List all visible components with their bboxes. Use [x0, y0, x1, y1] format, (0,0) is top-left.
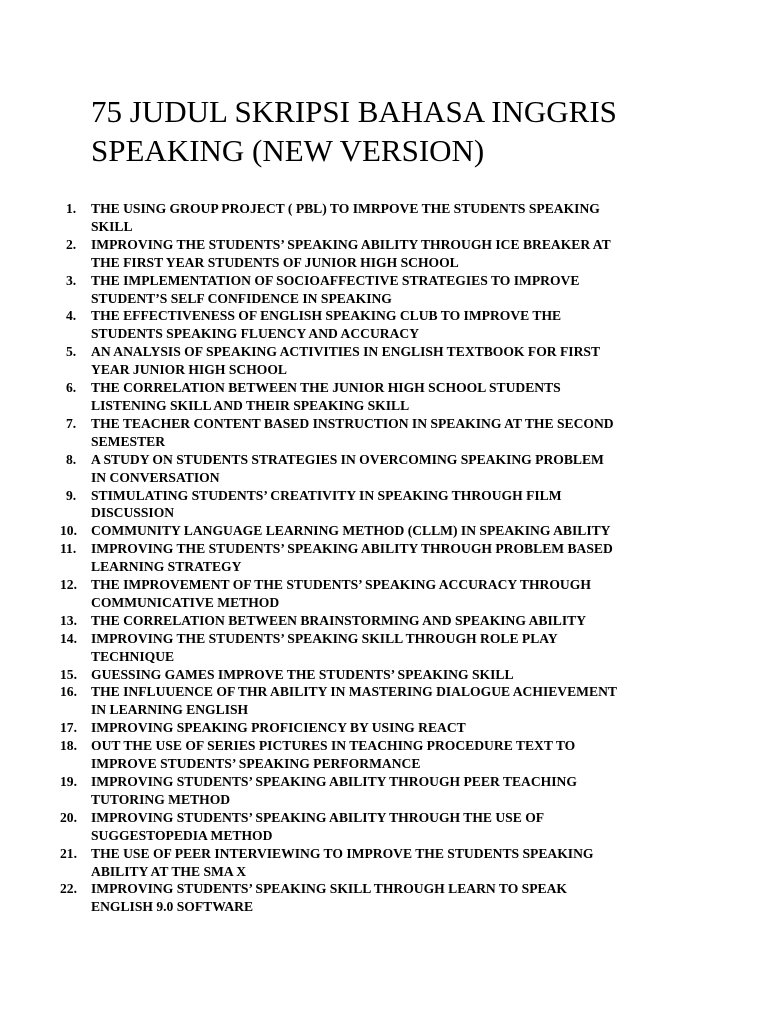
list-item-number: 9. — [66, 487, 77, 503]
list-item-text: TUTORING METHOD — [91, 791, 231, 807]
document-title-line-2: SPEAKING (NEW VERSION) — [91, 133, 485, 168]
list-item-text: AN ANALYSIS OF SPEAKING ACTIVITIES IN ENGLISH TEXTBOOK FOR FIRST — [91, 344, 601, 360]
list-item-text: THE IMPLEMENTATION OF SOCIOAFFECTIVE STRATEGIES TO IMPROVE — [91, 272, 580, 288]
list-item-number: 5. — [66, 344, 77, 360]
list-item-text: SKILL — [91, 218, 133, 234]
list-item-text: ABILITY AT THE SMA X — [91, 863, 247, 879]
list-item-number: 10. — [60, 523, 77, 539]
list-item-text: IMPROVING STUDENTS’ SPEAKING SKILL THROUGH LEARN TO SPEAK — [91, 881, 568, 897]
list-item-number: 17. — [60, 720, 77, 736]
list-item-text: IMPROVING THE STUDENTS’ SPEAKING SKILL THROUGH ROLE PLAY — [91, 630, 558, 646]
list-item — [60, 773, 700, 809]
list-item — [60, 522, 700, 540]
list-item-text: IMPROVING THE STUDENTS’ SPEAKING ABILITY THROUGH PROBLEM BASED — [91, 541, 613, 557]
list-item — [60, 719, 700, 737]
list-item-text: STUDENT’S SELF CONFIDENCE IN SPEAKING — [91, 290, 392, 306]
list-item-number: 15. — [60, 666, 77, 682]
list-item — [60, 576, 700, 612]
list-item-text: IMPROVE STUDENTS’ SPEAKING PERFORMANCE — [91, 756, 421, 772]
list-item-text: THE IMPROVEMENT OF THE STUDENTS’ SPEAKING ACCURACY THROUGH — [91, 577, 591, 593]
list-item-number: 21. — [60, 845, 77, 861]
list-item-number: 1. — [66, 201, 77, 216]
list-item — [60, 487, 700, 523]
list-item-number: 14. — [60, 630, 77, 646]
list-item-text: THE EFFECTIVENESS OF ENGLISH SPEAKING CLUB TO IMPROVE THE — [91, 308, 562, 324]
list-item — [60, 343, 700, 379]
list-item-text: DISCUSSION — [91, 505, 175, 521]
list-item-number: 4. — [66, 308, 77, 324]
list-item-number: 2. — [66, 236, 77, 252]
list-item-text: IN CONVERSATION — [91, 469, 220, 485]
list-item — [60, 683, 700, 719]
list-item-text: STIMULATING STUDENTS’ CREATIVITY IN SPEAKING THROUGH FILM — [91, 487, 562, 503]
list-item — [60, 809, 700, 845]
list-item-number: 6. — [66, 380, 77, 396]
list-item — [60, 379, 700, 415]
list-item-number: 22. — [60, 881, 77, 897]
list-item — [60, 451, 700, 487]
list-item-text: IMPROVING STUDENTS’ SPEAKING ABILITY THROUGH THE USE OF — [91, 809, 545, 825]
list-item-number: 7. — [66, 415, 77, 431]
list-item-text: SUGGESTOPEDIA METHOD — [91, 827, 273, 843]
list-item-text: GUESSING GAMES IMPROVE THE STUDENTS’ SPEAKING SKILL — [91, 666, 514, 682]
list-item-text: IMPROVING SPEAKING PROFICIENCY BY USING REACT — [91, 720, 466, 736]
list-item — [60, 272, 700, 308]
list-item-text: THE USING GROUP PROJECT ( PBL) TO IMRPOVE THE STUDENTS SPEAKING — [91, 201, 600, 216]
list-item-text: LISTENING SKILL AND THEIR SPEAKING SKILL — [91, 397, 410, 413]
list-item-text: THE CORRELATION BETWEEN THE JUNIOR HIGH SCHOOL STUDENTS — [91, 380, 561, 396]
list-item-text: THE TEACHER CONTENT BASED INSTRUCTION IN SPEAKING AT THE SECOND — [91, 415, 614, 431]
document-title — [91, 92, 731, 170]
list-item-text: OUT THE USE OF SERIES PICTURES IN TEACHING PROCEDURE TEXT TO — [91, 738, 576, 754]
list-item-number: 16. — [60, 684, 77, 700]
list-item-text: THE INFLUUENCE OF THR ABILITY IN MASTERING DIALOGUE ACHIEVEMENT — [91, 684, 617, 700]
list-item-number: 20. — [60, 809, 77, 825]
list-item — [60, 307, 700, 343]
list-item-text: SEMESTER — [91, 433, 166, 449]
list-item-text: IMPROVING THE STUDENTS’ SPEAKING ABILITY THROUGH ICE BREAKER AT — [91, 236, 611, 252]
list-item-text: LEARNING STRATEGY — [91, 559, 242, 575]
list-item-text: ENGLISH 9.0 SOFTWARE — [91, 899, 254, 915]
list-item-text: A STUDY ON STUDENTS STRATEGIES IN OVERCOMING SPEAKING PROBLEM — [91, 451, 604, 467]
document-title-line-1: 75 JUDUL SKRIPSI BAHASA INGGRIS — [91, 94, 617, 129]
list-item-number: 8. — [66, 451, 77, 467]
list-item-number: 19. — [60, 774, 77, 789]
list-item — [60, 236, 700, 272]
list-item-text: TECHNIQUE — [91, 648, 175, 664]
list-item-number: 12. — [60, 577, 77, 593]
list-item — [60, 666, 700, 684]
list-item-text: THE FIRST YEAR STUDENTS OF JUNIOR HIGH SCHOOL — [91, 254, 459, 270]
list-item — [60, 540, 700, 576]
list-item-text: COMMUNICATIVE METHOD — [91, 594, 280, 610]
list-item-number: 11. — [60, 541, 77, 557]
list-item-text: YEAR JUNIOR HIGH SCHOOL — [91, 362, 288, 378]
list-item-text: THE CORRELATION BETWEEN BRAINSTORMING AND SPEAKING ABILITY — [91, 612, 587, 628]
list-item — [60, 415, 700, 451]
list-item — [60, 612, 700, 630]
list-item-text: THE USE OF PEER INTERVIEWING TO IMPROVE THE STUDENTS SPEAKING — [91, 845, 594, 861]
list-item-number: 13. — [60, 612, 77, 628]
list-item — [60, 845, 700, 881]
list-item — [60, 880, 700, 916]
list-item-text: IN LEARNING ENGLISH — [91, 702, 249, 718]
thesis-title-list — [60, 200, 700, 916]
list-item-text: COMMUNITY LANGUAGE LEARNING METHOD (CLLM) IN SPEAKING ABILITY — [91, 523, 611, 539]
list-item — [60, 630, 700, 666]
list-item-text: STUDENTS SPEAKING FLUENCY AND ACCURACY — [91, 326, 420, 342]
list-item — [60, 200, 700, 236]
list-item-number: 3. — [66, 272, 77, 288]
list-item — [60, 737, 700, 773]
list-item-text: IMPROVING STUDENTS’ SPEAKING ABILITY THROUGH PEER TEACHING — [91, 774, 577, 789]
list-item-number: 18. — [60, 738, 77, 754]
